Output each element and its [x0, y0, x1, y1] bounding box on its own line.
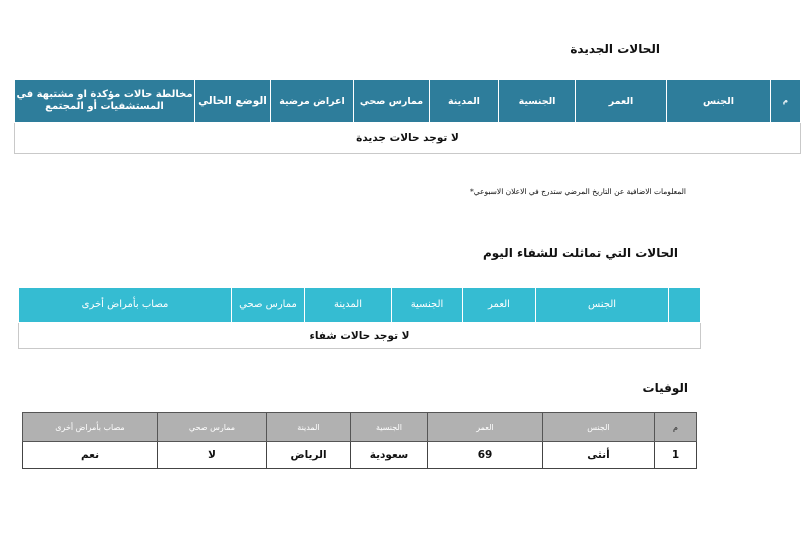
table-row	[19, 323, 701, 349]
table-cell: نعم	[23, 442, 158, 469]
recovered-title: الحالات التي تماثلت للشفاء اليوم	[482, 246, 678, 260]
table-cell: 69	[428, 442, 543, 469]
header-cell: المدينة	[305, 288, 392, 323]
table-row	[23, 442, 697, 469]
header-cell: العمر	[428, 413, 543, 442]
header-cell: الجنسية	[499, 80, 576, 123]
table-cell: الرياض	[267, 442, 351, 469]
table-cell: سعودية	[351, 442, 428, 469]
empty-message: لا توجد حالات شفاء	[19, 323, 701, 349]
deaths-table	[22, 412, 697, 469]
deaths-title: الوفيات	[642, 381, 688, 395]
table-cell: لا	[158, 442, 267, 469]
table-header-row	[23, 413, 697, 442]
header-cell: ممارس صحي	[232, 288, 305, 323]
header-cell: الجنس	[667, 80, 771, 123]
footnote: المعلومات الاضافية عن التاريخ المرضي ستدرج في الاعلان الاسبوعي*	[470, 187, 686, 196]
table-header-row	[15, 80, 801, 123]
header-cell: الجنسية	[351, 413, 428, 442]
table-cell: أنثى	[543, 442, 655, 469]
header-cell: الجنس	[536, 288, 669, 323]
header-cell: مخالطة حالات مؤكدة او مشتبهة في المستشفيات أو المجتمع	[15, 80, 195, 123]
header-cell: الجنسية	[392, 288, 463, 323]
header-cell: العمر	[576, 80, 667, 123]
new-cases-title: الحالات الجديدة	[570, 42, 660, 56]
table-header-row	[19, 288, 701, 323]
header-cell: المدينة	[430, 80, 499, 123]
header-cell: ممارس صحي	[158, 413, 267, 442]
header-cell: اعراض مرضية	[271, 80, 354, 123]
table-cell: 1	[655, 442, 697, 469]
header-cell: م	[655, 413, 697, 442]
header-cell: ممارس صحي	[354, 80, 430, 123]
recovered-table	[18, 287, 701, 349]
header-cell: مصاب بأمراض أخرى	[19, 288, 232, 323]
header-cell: العمر	[463, 288, 536, 323]
header-cell: مصاب بأمراض أخرى	[23, 413, 158, 442]
header-cell: المدينة	[267, 413, 351, 442]
new-cases-table	[14, 79, 801, 154]
header-cell	[669, 288, 701, 323]
header-cell: م	[771, 80, 801, 123]
header-cell: الوضع الحالي	[195, 80, 271, 123]
empty-message: لا توجد حالات جديدة	[15, 123, 801, 154]
header-cell: الجنس	[543, 413, 655, 442]
table-row	[15, 123, 801, 154]
